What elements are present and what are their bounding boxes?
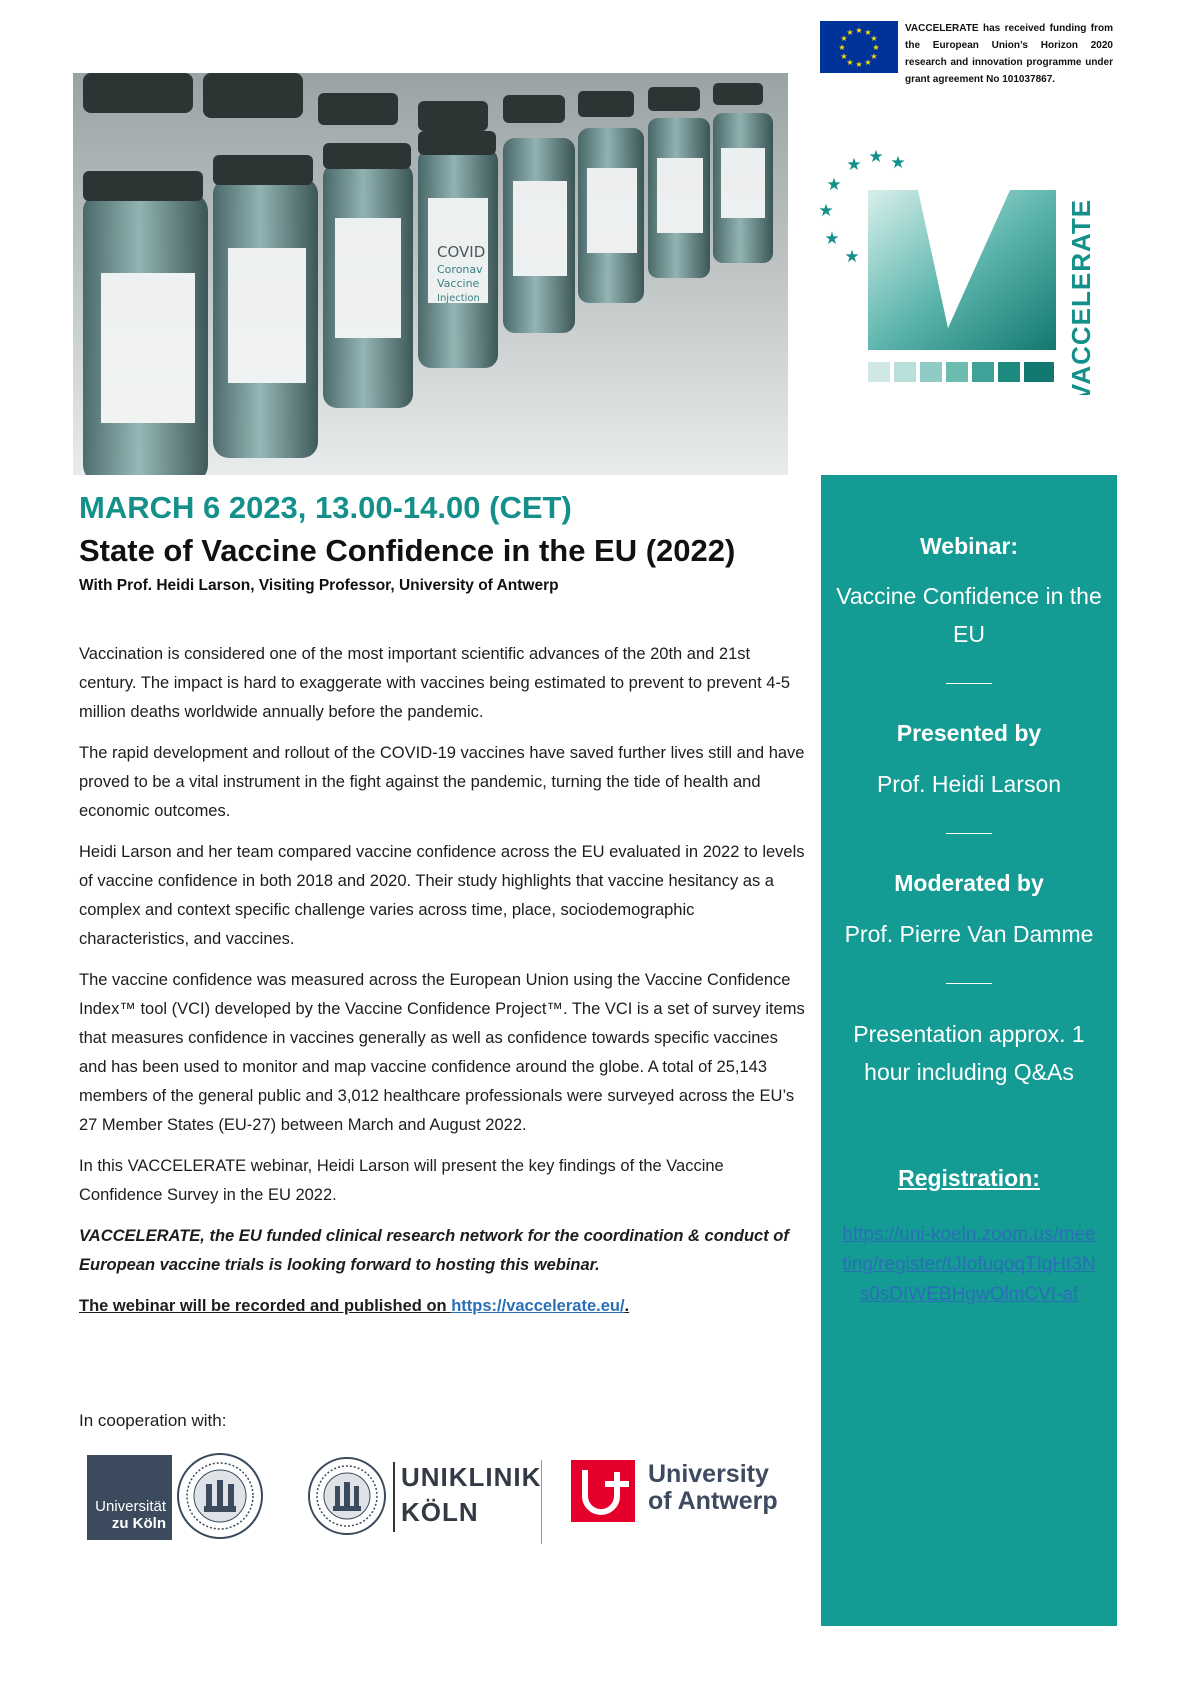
svg-text:★: ★ [890,153,906,173]
paragraph-3: Heidi Larson and her team compared vaccine confidence across the EU evaluated in 2022 to levels of vaccine confidence in both 2018 and 2020. Their study highlights that vaccine hesitancy as a complex and context specific challenge varies across time, place, sociodemographic characteristics, and vaccines. [79,843,805,948]
vial-label-line2: Vaccine [437,277,480,290]
svg-text:★: ★ [846,58,854,67]
antwerp-line2: of Antwerp [648,1487,778,1515]
webinar-title: Vaccine Confidence in the EU [836,583,1102,647]
svg-text:★: ★ [855,26,863,35]
svg-text:★: ★ [826,175,842,195]
vaccelerate-logo [818,150,1108,395]
antwerp-line1: University [648,1460,769,1488]
uniklinik-line2: KÖLN [401,1497,479,1527]
vial-label-main: COVID [437,243,486,261]
svg-text:★: ★ [868,150,884,167]
recording-prefix: The webinar will be recorded and published on [79,1297,452,1315]
page-title: State of Vaccine Confidence in the EU (2022) [79,533,736,568]
svg-text:★: ★ [846,155,862,175]
body-text [79,640,805,1333]
svg-text:★: ★ [844,247,860,267]
svg-text:★: ★ [870,34,878,43]
logo-wordmark: VACCELERATE [1066,198,1096,395]
hero-photo [73,73,788,475]
svg-text:★: ★ [818,201,834,221]
eu-flag-icon [820,21,898,73]
svg-text:★: ★ [840,34,848,43]
speaker-subtitle: With Prof. Heidi Larson, Visiting Professor, University of Antwerp [79,577,559,594]
uni-koeln-line1: Universität [95,1498,166,1515]
divider [393,1462,395,1532]
moderated-label: Moderated by [894,870,1044,896]
svg-text:★: ★ [870,52,878,61]
separator [946,683,992,684]
registration-link[interactable]: https://uni-koeln.zoom.us/meeting/register/tJIofuqoqTIqHt3Ns0sDIWEBHgwOlmCVI-af [842,1224,1096,1305]
duration-note: Presentation approx. 1 hour including Q&As [853,1021,1085,1085]
antwerp-logo-text [648,1461,778,1515]
event-date: MARCH 6 2023, 13.00-14.00 (CET) [79,490,572,525]
paragraph-4: The vaccine confidence was measured across the European Union using the Vaccine Confidence Index™ tool (VCI) developed by the Vaccine Confidence Project™. The VCI is a set of survey items that measures confidence in vaccines generally as well as confidence towards specific vaccines and has been used to monitor and map vaccine confidence around the globe. A total of 25,143 members of the general public and 3,012 healthcare professionals were surveyed across the EU’s 27 Member States (EU-27) between March and August 2022. [79,971,805,1134]
svg-text:★: ★ [846,28,854,37]
svg-text:★: ★ [855,60,863,69]
uniklinik-line1: UNIKLINIK [401,1462,542,1492]
vaccelerate-link[interactable]: https://vaccelerate.eu/ [451,1297,625,1315]
separator [946,983,992,984]
uniklinik-seal-icon [307,1456,387,1536]
presenter-name: Prof. Heidi Larson [876,771,1062,797]
svg-text:★: ★ [838,43,846,52]
uni-koeln-seal-icon [176,1452,264,1540]
vial-label-line3: Injection [437,293,480,304]
presented-label: Presented by [896,720,1042,746]
paragraph-5: In this VACCELERATE webinar, Heidi Larson will present the key findings of the Vaccine Confidence Survey in the EU 2022. [79,1157,724,1204]
vial-label-line1: Coronav [437,263,483,276]
uni-koeln-line2: zu Köln [111,1515,166,1532]
webinar-label: Webinar: [920,533,1018,559]
paragraph-2: The rapid development and rollout of the COVID-19 vaccines have saved further lives still and have proved to be a vital instrument in the fight against the pandemic, turning the tide of health and economic outcomes. [79,744,805,820]
uniklinik-logo-text [401,1460,541,1530]
webinar-info-panel [821,475,1117,1626]
antwerp-logo-icon [571,1460,635,1522]
divider [541,1460,542,1544]
paragraph-6: VACCELERATE, the EU funded clinical research network for the coordination & conduct of European vaccine trials is looking forward to hosting this webinar. [79,1227,789,1274]
uni-koeln-logo [87,1455,172,1540]
svg-text:★: ★ [840,52,848,61]
moderator-name: Prof. Pierre Van Damme [844,921,1094,947]
registration-label: Registration: [898,1165,1040,1191]
cooperation-label: In cooperation with: [79,1411,227,1430]
svg-text:★: ★ [864,58,872,67]
svg-text:★: ★ [864,28,872,37]
recording-suffix: . [624,1297,630,1315]
recording-notice [79,1292,805,1321]
separator [946,833,992,834]
paragraph-1: Vaccination is considered one of the most important scientific advances of the 20th and 21st century. The impact is hard to exaggerate with vaccines being estimated to prevent to prevent 4-5 million deaths worldwide annually before the pandemic. [79,645,791,721]
svg-text:★: ★ [824,229,840,249]
svg-text:★: ★ [872,43,880,52]
funding-notice: VACCELERATE has received funding from the European Union’s Horizon 2020 research and innovation programme under grant agreement No 101037867. [905,23,1113,85]
